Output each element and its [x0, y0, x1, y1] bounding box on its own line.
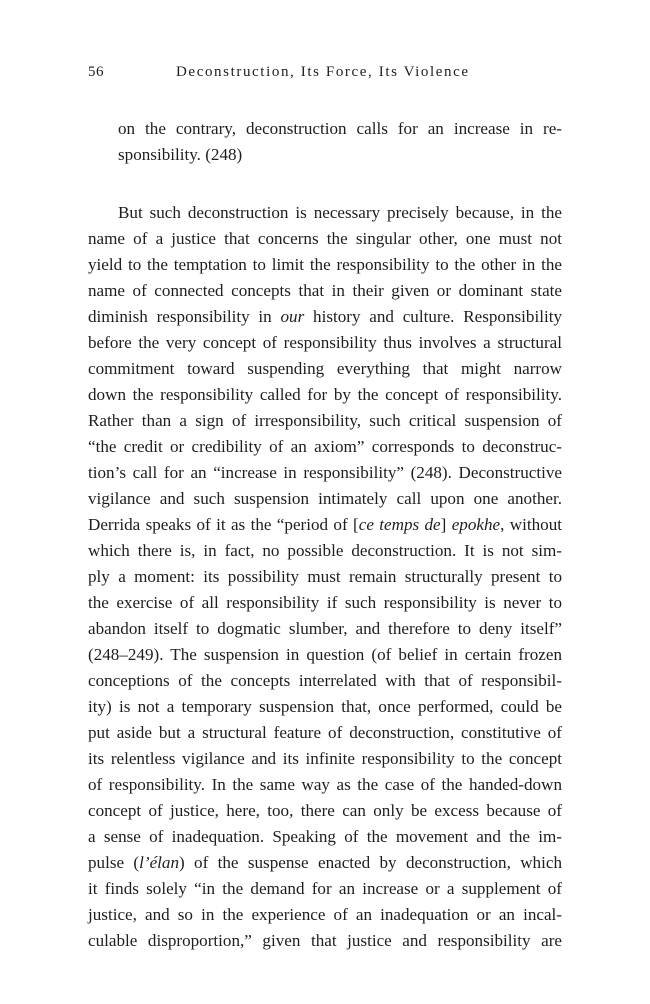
- paragraph-line: vigilance and such suspension intimately call upon one another.: [88, 489, 562, 508]
- paragraph-line: put aside but a structural feature of deconstruction, constitutive of: [88, 723, 562, 742]
- paragraph-line: concept of justice, here, too, there can only be excess because of: [88, 801, 562, 820]
- paragraph-line: before the very concept of responsibility thus involves a structural: [88, 333, 562, 352]
- paragraph-line: the exercise of all responsibility if such responsibility is never to: [88, 593, 562, 612]
- paragraph-line: pulse (l’élan) of the suspense enacted by deconstruction, which: [88, 853, 562, 872]
- paragraph-line: which there is, in fact, no possible deconstruction. It is not sim-: [88, 541, 562, 560]
- paragraph-line: name of connected concepts that in their given or dominant state: [88, 281, 562, 300]
- paragraph-line: tion’s call for an “increase in responsibility” (248). Deconstructive: [88, 463, 562, 482]
- paragraph-line: yield to the temptation to limit the responsibility to the other in the: [88, 255, 562, 274]
- quote-line: sponsibility. (248): [118, 145, 243, 164]
- paragraph-line: “the credit or credibility of an axiom” corresponds to deconstruc-: [88, 437, 562, 456]
- paragraph-gap: [88, 168, 562, 200]
- page-number: 56: [88, 64, 104, 80]
- paragraph-line: ity) is not a temporary suspension that, once performed, could be: [88, 697, 562, 716]
- paragraph-line: culable disproportion,” given that justice and responsibility are: [88, 931, 562, 950]
- paragraph-line: Derrida speaks of it as the “period of [ce temps de] epokhe, without: [88, 515, 562, 534]
- body-text: [88, 116, 562, 954]
- paragraph-line: it finds solely “in the demand for an increase or a supplement of: [88, 879, 562, 898]
- paragraph-line: a sense of inadequation. Speaking of the movement and the im-: [88, 827, 562, 846]
- quote-line: on the contrary, deconstruction calls for an increase in re-: [118, 119, 562, 138]
- paragraph-line: commitment toward suspending everything that might narrow: [88, 359, 562, 378]
- paragraph-line: (248–249). The suspension in question (of belief in certain frozen: [88, 645, 562, 664]
- paragraph-line: But such deconstruction is necessary precisely because, in the: [118, 203, 562, 222]
- paragraph-line: Rather than a sign of irresponsibility, such critical suspension of: [88, 411, 562, 430]
- paragraph-line: abandon itself to dogmatic slumber, and therefore to deny itself”: [88, 619, 562, 638]
- paragraph-line: conceptions of the concepts interrelated with that of responsibil-: [88, 671, 562, 690]
- paragraph: [88, 200, 562, 954]
- running-head: [88, 64, 568, 86]
- running-title: Deconstruction, Its Force, Its Violence: [176, 64, 470, 80]
- paragraph-line: down the responsibility called for by the concept of responsibility.: [88, 385, 562, 404]
- paragraph-line: of responsibility. In the same way as the case of the handed-down: [88, 775, 562, 794]
- paragraph-line: diminish responsibility in our history and culture. Responsibility: [88, 307, 562, 326]
- paragraph-line: its relentless vigilance and its infinite responsibility to the concept: [88, 749, 562, 768]
- paragraph-line: ply a moment: its possibility must remain structurally present to: [88, 567, 562, 586]
- paragraph-line: name of a justice that concerns the singular other, one must not: [88, 229, 562, 248]
- paragraph-line: justice, and so in the experience of an inadequation or an incal-: [88, 905, 562, 924]
- block-quote: [88, 116, 562, 168]
